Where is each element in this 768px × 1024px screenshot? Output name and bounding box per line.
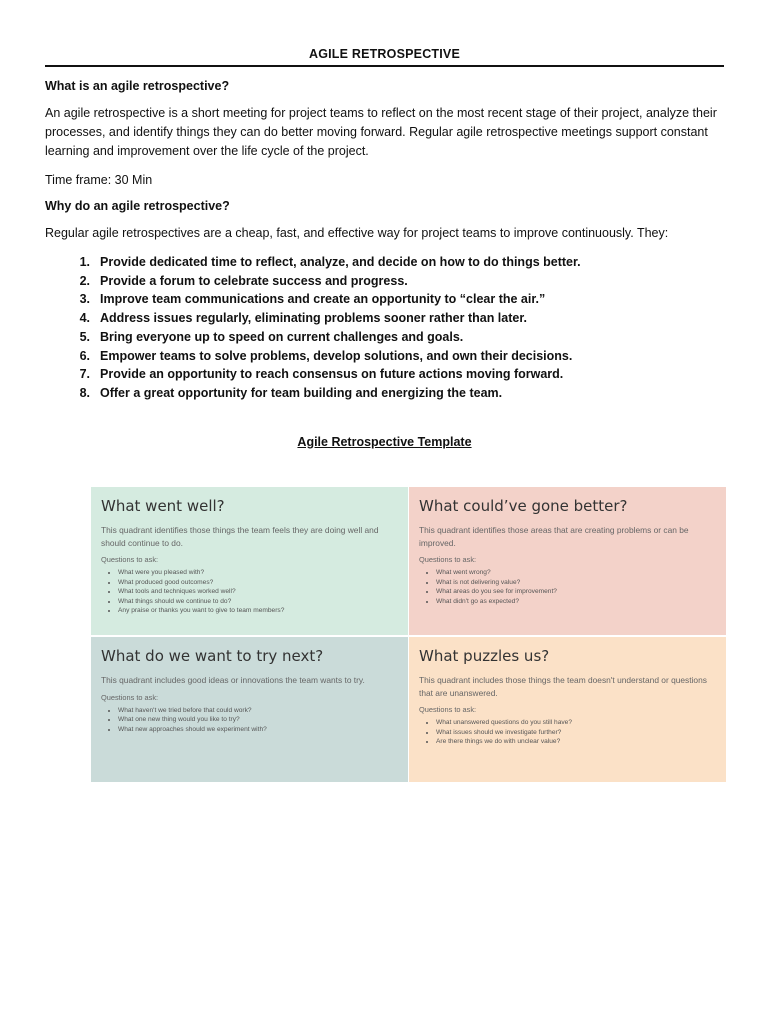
question-item: • What tools and techniques worked well?	[118, 587, 398, 597]
quadrant-went-well	[91, 487, 408, 635]
why-intro-paragraph: Regular agile retrospectives are a cheap, fast, and effective way for project teams to improve continuously. They:	[45, 226, 669, 240]
list-item	[45, 272, 724, 291]
heading-what-is: What is an agile retrospective?	[45, 79, 230, 93]
quadrant-try-next	[91, 637, 408, 782]
question-item: • What issues should we investigate further?	[436, 728, 716, 738]
list-item	[45, 253, 724, 272]
quadrant-could-go-better	[409, 487, 726, 635]
timeframe-text: Time frame: 30 Min	[45, 173, 153, 187]
list-number: 7.	[79, 367, 90, 382]
list-number: 1.	[79, 255, 90, 269]
question-item: • What is not delivering value?	[436, 578, 716, 588]
benefits-list	[45, 253, 724, 403]
questions-label: Questions to ask:	[419, 705, 477, 714]
quadrant-title: What do we want to try next?	[101, 647, 324, 665]
document-title: AGILE RETROSPECTIVE	[45, 47, 724, 67]
quadrant-title: What went well?	[101, 497, 225, 515]
question-item: • What things should we continue to do?	[118, 597, 398, 607]
list-text: Offer a great opportunity for team building and energizing the team.	[100, 385, 503, 400]
quadrant-description: This quadrant identifies those things the team feels they are doing well and should continue to do.	[101, 525, 379, 548]
list-item	[45, 309, 724, 328]
questions-list	[101, 706, 398, 735]
question-item: • What went wrong?	[436, 568, 716, 578]
list-number: 2.	[79, 273, 90, 288]
quadrant-description: This quadrant includes good ideas or innovations the team wants to try.	[101, 675, 365, 685]
question-item: • What one new thing would you like to try?	[118, 715, 398, 725]
quadrant-title: What could’ve gone better?	[419, 497, 628, 515]
quadrant-title: What puzzles us?	[419, 647, 550, 665]
quadrant-description: This quadrant identifies those areas that are creating problems or can be improved.	[419, 525, 689, 548]
list-item	[45, 384, 724, 403]
questions-label: Questions to ask:	[101, 692, 159, 702]
questions-list	[419, 718, 716, 747]
list-number: 5.	[79, 329, 90, 344]
list-text: Improve team communications and create an opportunity to “clear the air.”	[100, 292, 546, 307]
question-item: • What new approaches should we experiment with?	[118, 725, 398, 735]
list-text: Empower teams to solve problems, develop solutions, and own their decisions.	[100, 348, 573, 363]
list-item	[45, 328, 724, 347]
list-number: 4.	[79, 311, 90, 326]
question-item: • What were you pleased with?	[118, 568, 398, 578]
list-number: 6.	[79, 348, 90, 363]
retrospective-template-grid	[91, 487, 726, 782]
list-text: Provide dedicated time to reflect, analyze, and decide on how to do things better.	[100, 255, 581, 269]
list-number: 8.	[79, 385, 90, 400]
list-item	[45, 290, 724, 309]
questions-list	[419, 568, 716, 606]
question-item: • What haven't we tried before that could work?	[118, 706, 398, 716]
quadrant-description: This quadrant includes those things the team doesn't understand or questions that are unanswered.	[419, 675, 707, 698]
list-number: 3.	[79, 292, 90, 307]
quadrant-puzzles-us	[409, 637, 726, 782]
list-item	[45, 347, 724, 366]
question-item: • What areas do you see for improvement?	[436, 587, 716, 597]
question-item: • What didn't go as expected?	[436, 597, 716, 607]
list-item	[45, 365, 724, 384]
question-item: • Any praise or thanks you want to give to team members?	[118, 606, 398, 616]
intro-paragraph: An agile retrospective is a short meeting for project teams to reflect on the most recent stage of their project, analyze their processes, and identify things they can do better moving forward. Regular agile retrospective meetings support constant learning and improvement over the life cycle of the project.	[45, 106, 717, 158]
list-text: Address issues regularly, eliminating problems sooner rather than later.	[100, 311, 527, 326]
document-page	[45, 47, 724, 449]
heading-why: Why do an agile retrospective?	[45, 199, 230, 213]
question-item: • What produced good outcomes?	[118, 578, 398, 588]
list-text: Provide an opportunity to reach consensus on future actions moving forward.	[100, 367, 564, 382]
questions-list	[101, 568, 398, 616]
question-item: • Are there things we do with unclear value?	[436, 737, 716, 747]
question-item: • What unanswered questions do you still have?	[436, 718, 716, 728]
questions-label: Questions to ask:	[419, 555, 477, 564]
list-text: Provide a forum to celebrate success and progress.	[100, 273, 408, 288]
list-text: Bring everyone up to speed on current challenges and goals.	[100, 329, 464, 344]
template-title: Agile Retrospective Template	[297, 434, 472, 449]
questions-label: Questions to ask:	[101, 555, 159, 564]
